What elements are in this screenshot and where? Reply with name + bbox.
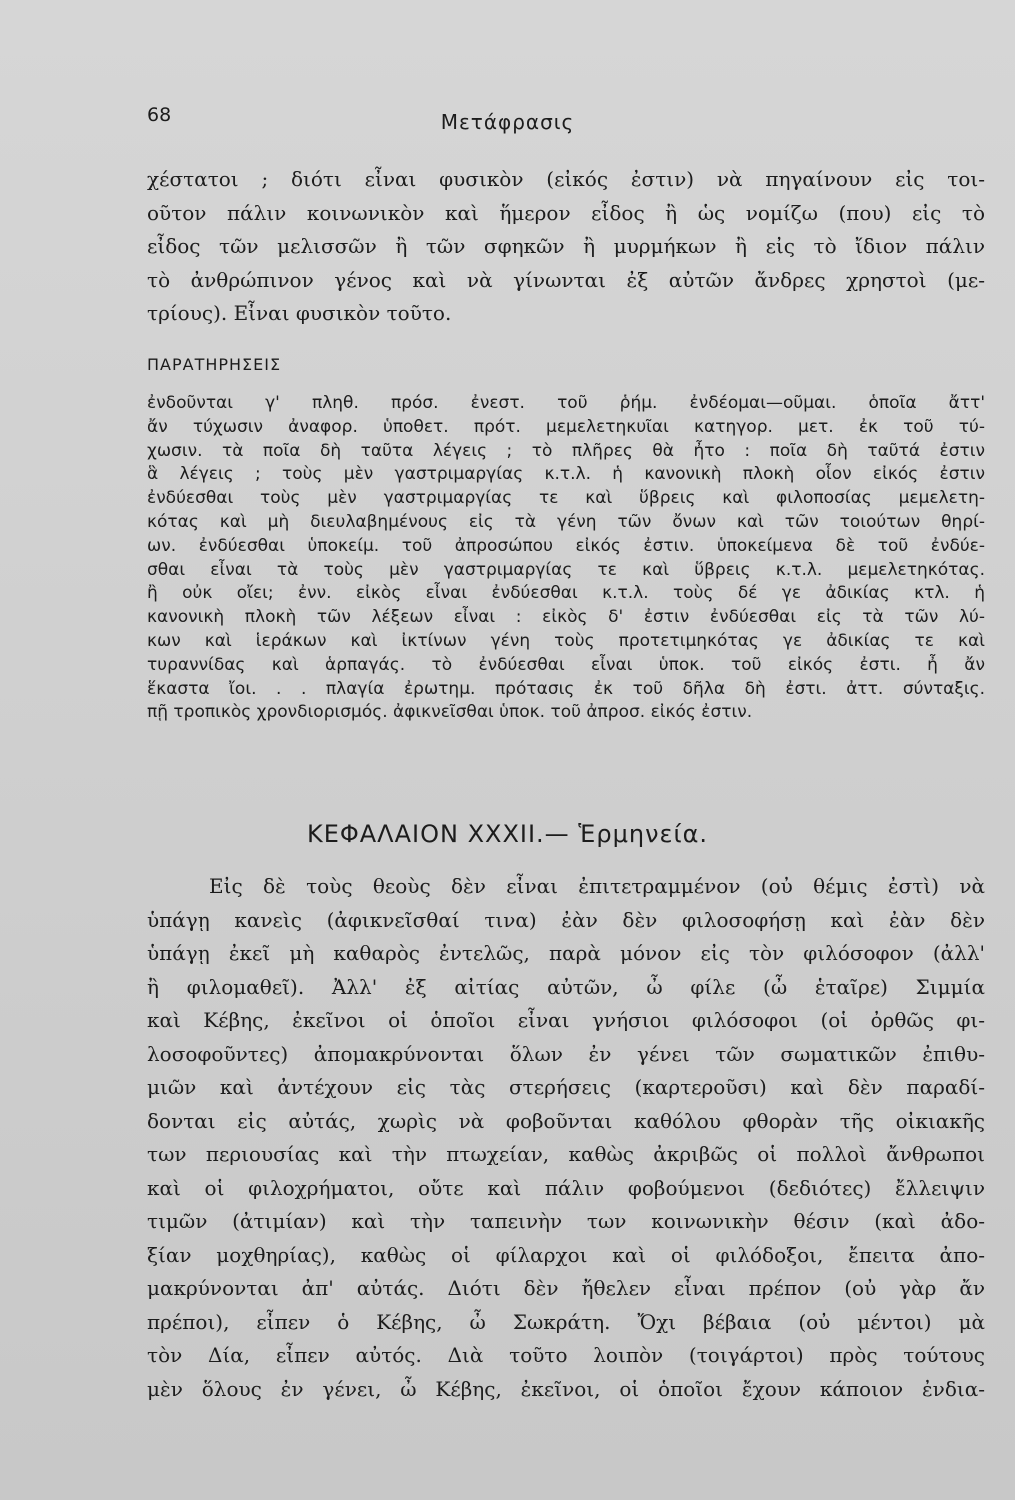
note-line: ἄν τύχωσιν ἀναφορ. ὑποθετ. πρότ. μεμελετηκυῖαι κατηγορ. μετ. ἐκ τοῦ τύ- [147,416,985,437]
text-line: Εἰς δὲ τοὺς θεοὺς δὲν εἶναι ἐπιτετραμμένον (οὐ θέμις ἐστὶ) νὰ [209,874,985,898]
page-header [0,100,1015,140]
notes-block [147,392,985,725]
note-line: κανονικὴ πλοκὴ τῶν λέξεων εἶναι : εἰκὸς δ' ἐστιν ἐνδύεσθαι εἰς τὰ τῶν λύ- [147,607,985,628]
note-line: ἃ λέγεις ; τοὺς μὲν γαστριμαργίας κ.τ.λ. ἡ κανονικὴ πλοκὴ οἷον εἰκός ἐστιν [147,464,985,485]
text-line: χέστατοι ; διότι εἶναι φυσικὸν (εἰκός ἐστιν) νὰ πηγαίνουν εἰς τοι- [147,167,985,191]
text-line: εἶδος τῶν μελισσῶν ἢ τῶν σφηκῶν ἢ μυρμήκων ἢ εἰς τὸ ἴδιον πάλιν [147,234,985,258]
text-line: των περιουσίας καὶ τὴν πτωχείαν, καθὼς ἀκριβῶς οἱ πολλοὶ ἄνθρωποι [147,1142,985,1166]
text-line: οῦτον πάλιν κοινωνικὸν καὶ ἥμερον εἶδος ἢ ὡς νομίζω (που) εἰς τὸ [147,200,985,225]
note-line: πῇ τροπικὸς χρονδιορισμός. ἀφικνεῖσθαι ὑποκ. τοῦ ἀπροσ. εἰκός ἐστιν. [147,702,753,723]
text-line: πρέποι), εἶπεν ὁ Κέβης, ὦ Σωκράτη. Ὄχι βέβαια (οὐ μέντοι) μὰ [147,1309,985,1334]
text-line: τρίους). Εἶναι φυσικὸν τοῦτο. [147,301,452,325]
text-line: καὶ Κέβης, ἐκεῖνοι οἱ ὁποῖοι εἶναι γνήσιοι φιλόσοφοι (οἱ ὀρθῶς φι- [147,1008,985,1032]
text-line: δονται εἰς αὐτάς, χωρὶς νὰ φοβοῦνται καθόλου φθορὰν τῆς οἰκιακῆς [147,1108,985,1133]
text-line: ὑπάγῃ ἐκεῖ μὴ καθαρὸς ἐντελῶς, παρὰ μόνον εἰς τὸν φιλόσοφον (ἀλλ' [147,941,985,965]
text-line: μιῶν καὶ ἀντέχουν εἰς τὰς στερήσεις (καρτεροῦσι) καὶ δὲν παραδί- [147,1075,985,1099]
note-line: χωσιν. τὰ ποῖα δὴ ταῦτα λέγεις ; τὸ πλῆρες θὰ ἦτο : ποῖα δὴ ταῦτά ἐστιν [147,440,985,461]
note-line: ἐνδοῦνται γ' πληθ. πρόσ. ἐνεστ. τοῦ ῥήμ. ἐνδέομαι—οῦμαι. ὁποῖα ἄττ' [147,393,985,413]
text-line: τὸ ἀνθρώπινον γένος καὶ νὰ γίνωνται ἐξ αὐτῶν ἄνδρες χρηστοὶ (με- [147,267,985,292]
text-line: ὑπάγῃ κανεὶς (ἀφικνεῖσθαί τινα) ἐὰν δὲν φιλοσοφήσῃ καὶ ἐὰν δὲν [147,907,985,932]
notes-heading: ΠΑΡΑΤΗΡΗΣΕΙΣ [147,355,282,374]
text-line: μὲν ὅλους ἐν γένει, ὦ Κέβης, ἐκεῖνοι, οἱ ὁποῖοι ἔχουν κάποιον ἐνδια- [147,1376,985,1401]
text-line: λοσοφοῦντες) ἀπομακρύνονται ὅλων ἐν γένει τῶν σωματικῶν ἐπιθυ- [147,1041,985,1066]
running-title: Μετάφρασις [440,110,575,134]
note-line: τυραννίδας καὶ ἁρπαγάς. τὸ ἐνδύεσθαι εἶναι ὑποκ. τοῦ εἰκός ἐστι. ἦ ἄν [147,654,985,675]
text-line: τιμῶν (ἀτιμίαν) καὶ τὴν ταπεινὴν των κοινωνικὴν θέσιν (καὶ ἀδο- [147,1209,985,1233]
text-line: καὶ οἱ φιλοχρήματοι, οὔτε καὶ πάλιν φοβούμενοι (δεδιότες) ἔλλειψιν [147,1175,985,1200]
note-line: σθαι εἶναι τὰ τοὺς μὲν γαστριμαργίας τε καὶ ὕβρεις κ.τ.λ. μεμελετηκότας. [147,559,985,580]
text-line: ἢ φιλομαθεῖ). Ἀλλ' ἐξ αἰτίας αὐτῶν, ὦ φίλε (ὦ ἑταῖρε) Σιμμία [147,974,985,999]
page-number: 68 [147,104,172,126]
text-line: ξίαν μοχθηρίας), καθὼς οἱ φίλαρχοι καὶ οἱ φιλόδοξοι, ἔπειτα ἀπο- [147,1242,985,1267]
note-line: κων καὶ ἱεράκων καὶ ἰκτίνων γένη τοὺς προτετιμηκότας γε ἀδικίας τε καὶ [147,630,985,651]
chapter-title: ΚΕΦΑΛΑΙΟΝ XXXII.— Ἑρμηνεία. [306,820,709,848]
note-line: ων. ἐνδύεσθαι ὑποκείμ. τοῦ ἀπροσώπου εἰκός ἐστιν. ὑποκείμενα δὲ τοῦ ἐνδύε- [147,535,985,556]
text-line: τὸν Δία, εἶπεν αὐτός. Διὰ τοῦτο λοιπὸν (τοιγάρτοι) πρὸς τούτους [147,1343,985,1367]
text-line: μακρύνονται ἀπ' αὐτάς. Διότι δὲν ἤθελεν εἶναι πρέπον (οὐ γὰρ ἄν [147,1276,985,1300]
note-line: κότας καὶ μὴ διευλαβημένους εἰς τὰ γένη τῶν ὄνων καὶ τῶν τοιούτων θηρί- [147,511,985,532]
note-line: ἕκαστα ἴοι. . . πλαγία ἐρωτημ. πρότασις ἐκ τοῦ δῆλα δὴ ἐστι. ἀττ. σύνταξις. [147,678,985,699]
note-line: ἐνδύεσθαι τοὺς μὲν γαστριμαργίας τε καὶ ὕβρεις καὶ φιλοποσίας μεμελετη- [147,488,985,509]
note-line: ἢ οὐκ οἴει; ἐνν. εἰκὸς εἶναι ἐνδύεσθαι κ.τ.λ. τοὺς δέ γε ἀδικίας κτλ. ἡ [147,583,985,604]
intro-paragraph [147,163,985,331]
chapter-paragraph [147,870,985,1406]
